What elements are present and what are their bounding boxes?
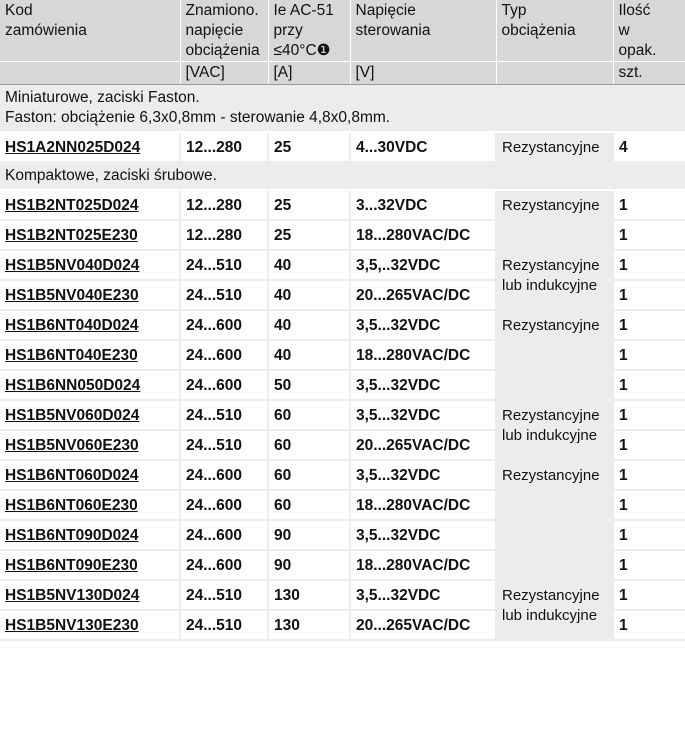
order-code: HS1B5NV040E230 [0,280,180,310]
current: 25 [268,132,350,162]
rated-voltage: 24...600 [180,550,268,580]
unit-cell: szt. [613,62,685,85]
control-voltage: 3,5...32VDC [350,460,496,490]
current: 25 [268,190,350,220]
control-voltage: 3,5...32VDC [350,520,496,550]
rated-voltage: 24...600 [180,520,268,550]
order-code: HS1B2NT025E230 [0,220,180,250]
quantity: 1 [613,220,685,250]
order-code: HS1B6NT090E230 [0,550,180,580]
quantity: 1 [613,520,685,550]
control-voltage: 4...30VDC [350,132,496,162]
quantity: 1 [613,310,685,340]
load-type: Rezystancyjne [496,190,613,250]
current: 60 [268,490,350,520]
unit-cell: [A] [268,62,350,85]
load-type: Rezystancyjne lub indukcyjne [496,400,613,460]
unit-cell [496,62,613,85]
section-header [0,162,685,190]
current: 50 [268,370,350,400]
unit-cell [0,62,180,85]
rated-voltage: 24...510 [180,580,268,610]
rated-voltage: 12...280 [180,132,268,162]
current: 130 [268,610,350,640]
control-voltage: 3,5,..32VDC [350,250,496,280]
load-type: Rezystancyjne lub indukcyjne [496,250,613,310]
control-voltage: 18...280VAC/DC [350,340,496,370]
units-row [0,62,685,85]
section-title: Miniaturowe, zaciski Faston. Faston: obciążenie 6,3x0,8mm - sterowanie 4,8x0,8mm. [0,85,685,133]
order-code: HS1B6NT060D024 [0,460,180,490]
quantity: 1 [613,610,685,640]
load-type: Rezystancyjne [496,460,613,580]
current: 40 [268,250,350,280]
unit-cell: [VAC] [180,62,268,85]
current: 40 [268,310,350,340]
control-voltage: 3...32VDC [350,190,496,220]
order-code: HS1B5NV060E230 [0,430,180,460]
current: 60 [268,460,350,490]
load-type: Rezystancyjne [496,132,613,162]
rated-voltage: 24...600 [180,490,268,520]
quantity: 1 [613,430,685,460]
rated-voltage: 24...510 [180,250,268,280]
rated-voltage: 12...280 [180,190,268,220]
order-code: HS1B5NV060D024 [0,400,180,430]
control-voltage: 3,5...32VDC [350,580,496,610]
order-code: HS1B5NV130D024 [0,580,180,610]
section-title: Kompaktowe, zaciski śrubowe. [0,162,685,190]
table-row [0,190,685,220]
control-voltage: 18...280VAC/DC [350,220,496,250]
rated-voltage: 24...600 [180,460,268,490]
control-voltage: 20...265VAC/DC [350,280,496,310]
control-voltage: 20...265VAC/DC [350,430,496,460]
control-voltage: 18...280VAC/DC [350,550,496,580]
order-code: HS1B5NV130E230 [0,610,180,640]
header-load-type: Typ obciążenia [496,0,613,62]
quantity: 1 [613,550,685,580]
table-row [0,400,685,430]
rated-voltage: 24...510 [180,280,268,310]
control-voltage: 3,5...32VDC [350,370,496,400]
quantity: 1 [613,250,685,280]
header-current: Ie AC-51 przy ≤40°C❶ [268,0,350,62]
control-voltage: 18...280VAC/DC [350,490,496,520]
order-code: HS1B6NT090D024 [0,520,180,550]
header-order-code: Kod zamówienia [0,0,180,62]
table-row [0,580,685,610]
control-voltage: 20...265VAC/DC [350,610,496,640]
quantity: 4 [613,132,685,162]
order-code: HS1B6NN050D024 [0,370,180,400]
current: 60 [268,400,350,430]
unit-cell: [V] [350,62,496,85]
current: 90 [268,550,350,580]
load-type: Rezystancyjne [496,310,613,400]
table-row [0,250,685,280]
order-code: HS1A2NN025D024 [0,132,180,162]
order-code: HS1B6NT040D024 [0,310,180,340]
rated-voltage: 24...510 [180,430,268,460]
table-row [0,310,685,340]
rated-voltage: 24...600 [180,310,268,340]
table-row [0,132,685,162]
order-code: HS1B2NT025D024 [0,190,180,220]
current: 40 [268,340,350,370]
quantity: 1 [613,190,685,220]
header-quantity: Ilość w opak. [613,0,685,62]
rated-voltage: 24...510 [180,610,268,640]
control-voltage: 3,5...32VDC [350,400,496,430]
quantity: 1 [613,370,685,400]
quantity: 1 [613,400,685,430]
order-code: HS1B6NT060E230 [0,490,180,520]
current: 130 [268,580,350,610]
rated-voltage: 24...600 [180,340,268,370]
control-voltage: 3,5...32VDC [350,310,496,340]
rated-voltage: 24...600 [180,370,268,400]
current: 90 [268,520,350,550]
current: 40 [268,280,350,310]
quantity: 1 [613,580,685,610]
quantity: 1 [613,340,685,370]
order-code: HS1B6NT040E230 [0,340,180,370]
current: 60 [268,430,350,460]
header-rated-voltage: Znamiono. napięcie obciążenia [180,0,268,62]
table-row [0,460,685,490]
section-header [0,85,685,133]
rated-voltage: 24...510 [180,400,268,430]
header-control-voltage: Napięcie sterowania [350,0,496,62]
quantity: 1 [613,460,685,490]
quantity: 1 [613,280,685,310]
rated-voltage: 12...280 [180,220,268,250]
order-code: HS1B5NV040D024 [0,250,180,280]
current: 25 [268,220,350,250]
load-type: Rezystancyjne lub indukcyjne [496,580,613,640]
header-row [0,0,685,62]
quantity: 1 [613,490,685,520]
